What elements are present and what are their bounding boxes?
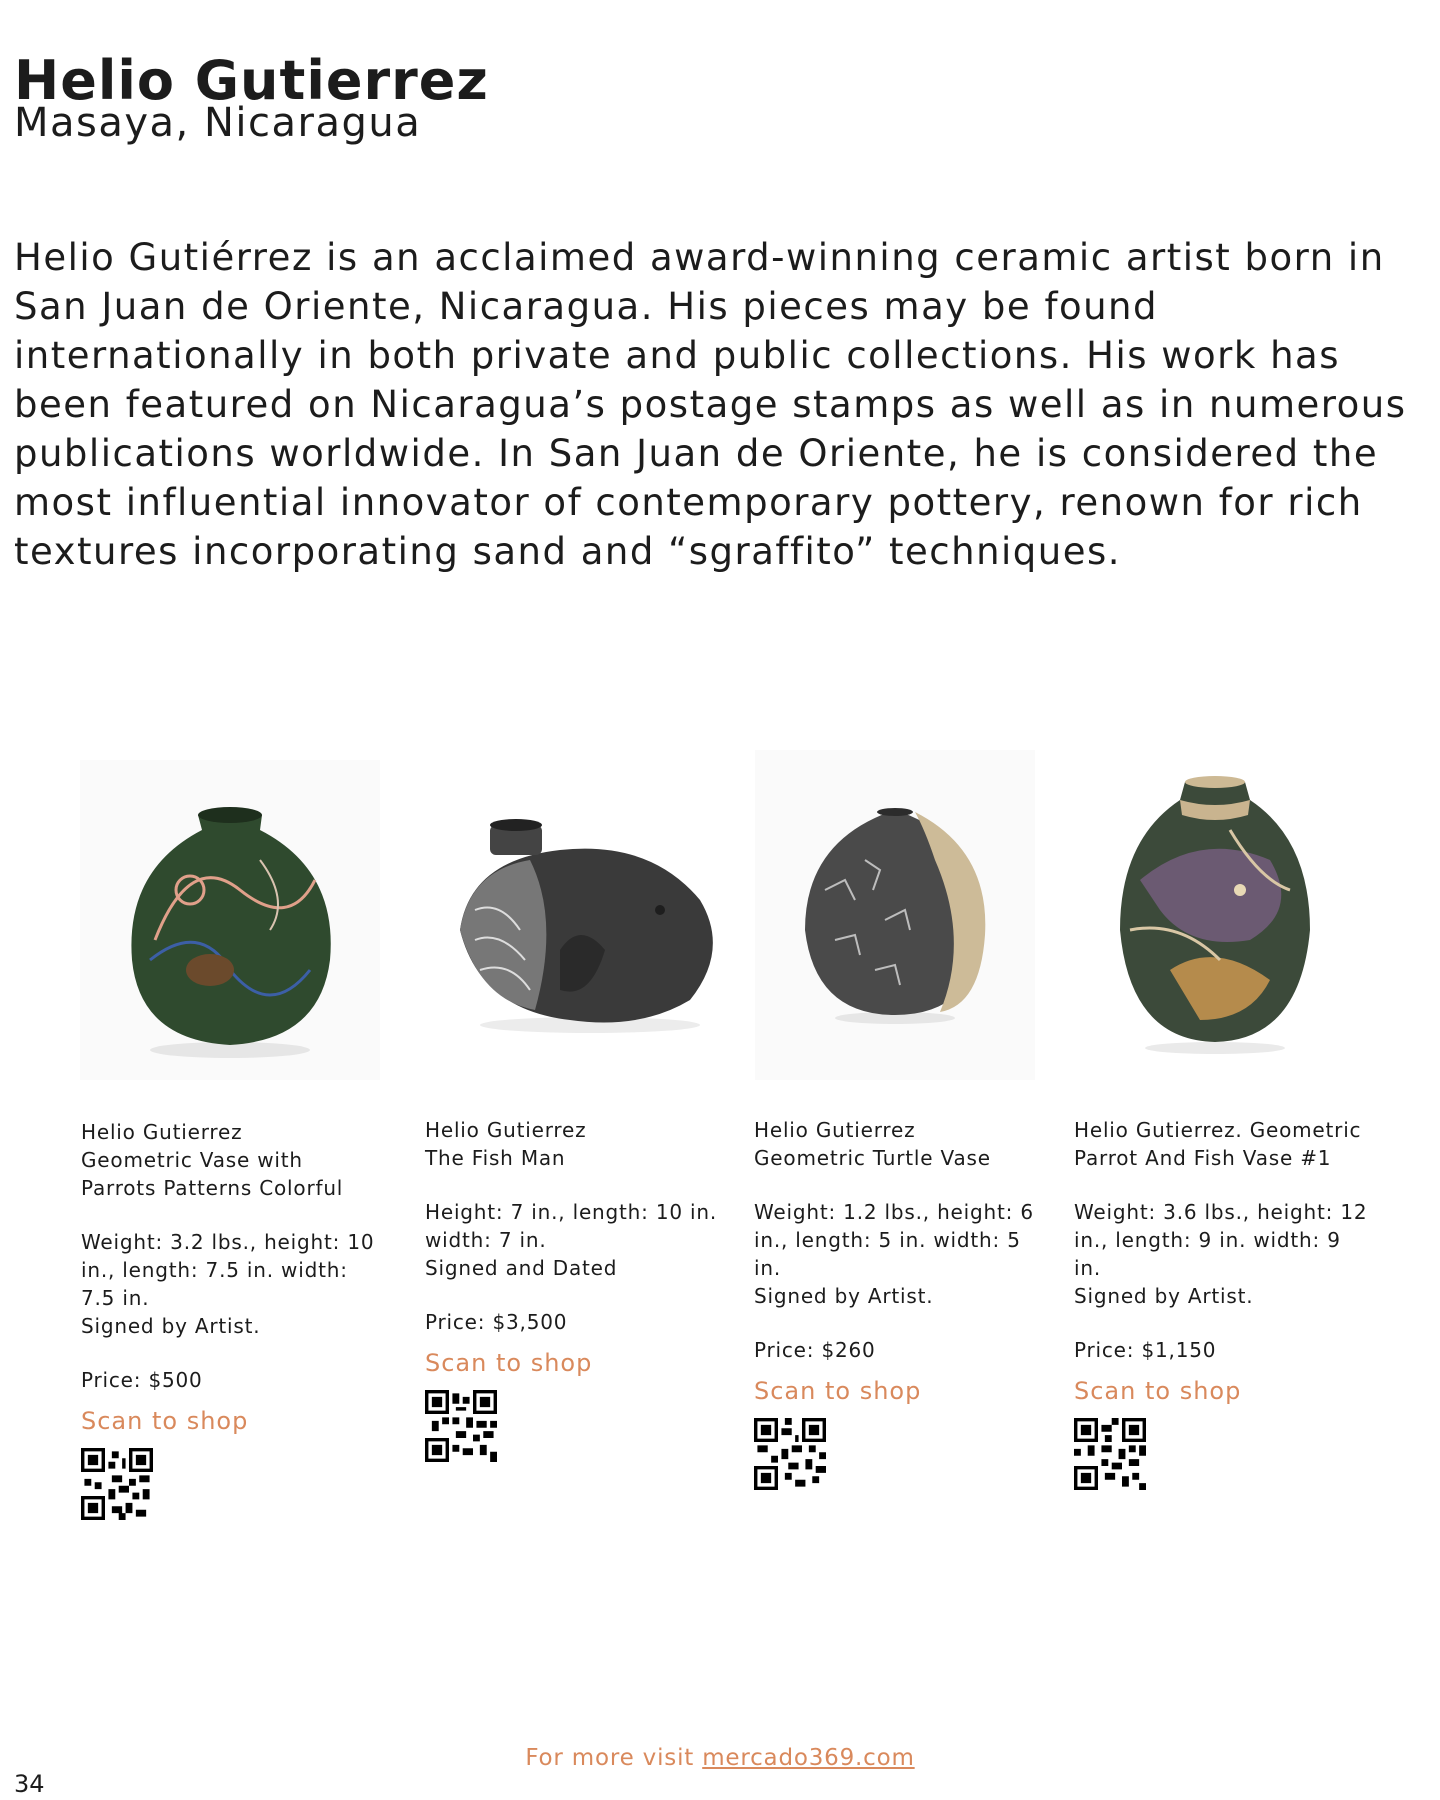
product-image-parrot-vase[interactable] [80, 760, 380, 1080]
scan-to-shop-link[interactable]: Scan to shop [425, 1349, 593, 1377]
product-image-turtle-vase[interactable] [755, 750, 1035, 1080]
product-signature: Signed by Artist. [1074, 1284, 1254, 1308]
scan-to-shop-link[interactable]: Scan to shop [754, 1377, 922, 1405]
product-specs: Weight: 3.6 lbs., height: 12 in., length: 9 in. width: 9 in. [1074, 1200, 1368, 1280]
product-card [81, 1118, 381, 1520]
footer-website-link[interactable]: mercado369.com [702, 1745, 915, 1771]
product-artist: Helio Gutierrez [81, 1120, 243, 1144]
qr-code[interactable] [81, 1448, 153, 1520]
product-title: Parrot And Fish Vase #1 [1074, 1146, 1332, 1170]
product-specs: Weight: 1.2 lbs., height: 6 in., length: 5 in. width: 5 in. [754, 1200, 1034, 1280]
product-price: Price: $3,500 [425, 1310, 568, 1334]
qr-code[interactable] [1074, 1418, 1146, 1490]
product-artist: Helio Gutierrez [425, 1118, 587, 1142]
artist-name: Helio Gutierrez [14, 49, 489, 112]
product-card [425, 1116, 725, 1462]
qr-code[interactable] [754, 1418, 826, 1490]
artist-bio: Helio Gutiérrez is an acclaimed award-winning ceramic artist born in San Juan de Oriente, Nicaragua. His pieces may be found internationally in both private and public collections. His work has been featured on Nicaragua’s postage stamps as well as in numerous publications worldwide. In San Juan de Oriente, he is considered the most influential innovator of contemporary pottery, renown for rich textures incorporating sand and “sgraffito” techniques. [14, 236, 1407, 573]
product-price: Price: $260 [754, 1338, 876, 1362]
product-specs: Height: 7 in., length: 10 in. width: 7 in. [425, 1200, 718, 1252]
product-card [1074, 1116, 1374, 1490]
product-title: The Fish Man [425, 1146, 566, 1170]
product-artist: Helio Gutierrez. Geometric [1074, 1118, 1362, 1142]
product-image-parrot-fish-vase[interactable] [1100, 770, 1330, 1060]
page-number: 34 [14, 1770, 45, 1798]
product-signature: Signed and Dated [425, 1256, 618, 1280]
scan-to-shop-link[interactable]: Scan to shop [81, 1407, 249, 1435]
product-price: Price: $500 [81, 1368, 203, 1392]
product-title: Geometric Vase with Parrots Patterns Colorful [81, 1148, 344, 1200]
product-image-fish-man[interactable] [440, 800, 730, 1040]
product-title: Geometric Turtle Vase [754, 1146, 991, 1170]
footer [0, 1745, 1440, 1771]
product-price: Price: $1,150 [1074, 1338, 1217, 1362]
scan-to-shop-link[interactable]: Scan to shop [1074, 1377, 1242, 1405]
product-signature: Signed by Artist. [754, 1284, 934, 1308]
product-specs: Weight: 3.2 lbs., height: 10 in., length: 7.5 in. width: 7.5 in. [81, 1230, 375, 1310]
qr-code[interactable] [425, 1390, 497, 1462]
product-signature: Signed by Artist. [81, 1314, 261, 1338]
artist-location: Masaya, Nicaragua [14, 100, 422, 146]
product-card [754, 1116, 1054, 1490]
product-artist: Helio Gutierrez [754, 1118, 916, 1142]
footer-prefix: For more visit [525, 1745, 695, 1771]
